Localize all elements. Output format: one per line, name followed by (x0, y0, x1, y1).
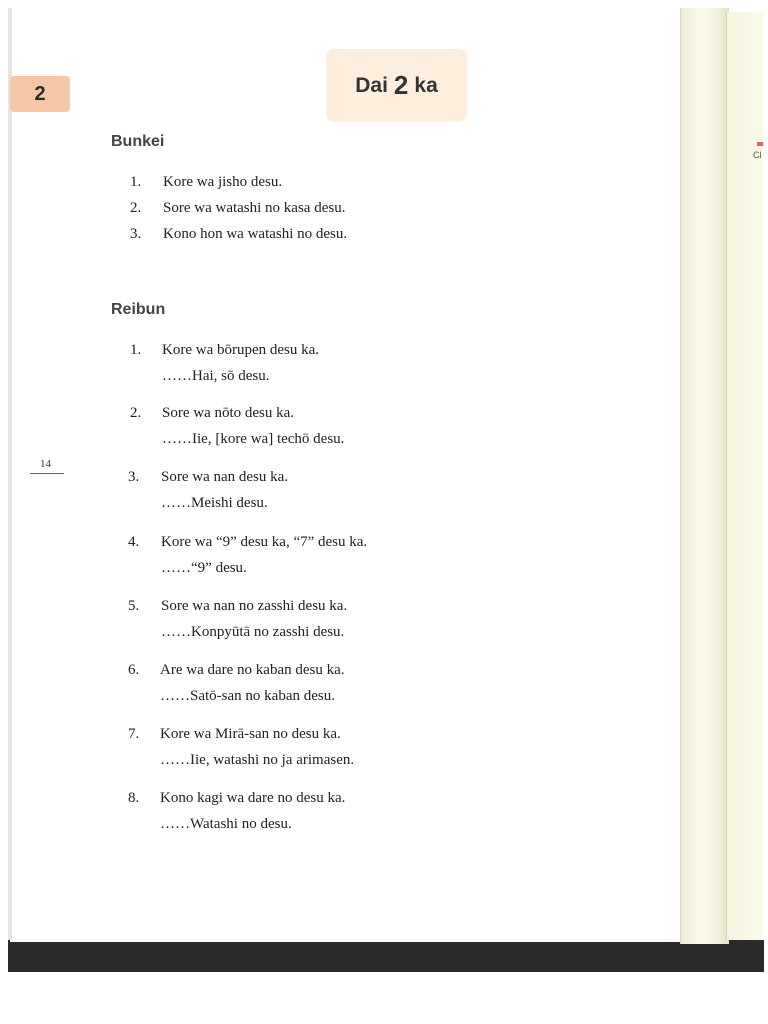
bunkei-heading: Bunkei (111, 133, 165, 150)
reibun-heading: Reibun (111, 301, 166, 318)
scanner-background (8, 940, 764, 972)
reibun-answer: ……Konpyūtā no zasshi desu. (161, 624, 345, 640)
lesson-title (326, 49, 467, 122)
reibun-question: Sore wa nan desu ka. (161, 469, 289, 485)
bunkei-item-text: Kono hon wa watashi no desu. (163, 226, 348, 242)
facing-page-edge (726, 12, 763, 940)
reibun-item-number: 5. (128, 598, 140, 614)
reibun-answer: ……Watashi no desu. (160, 816, 292, 832)
reibun-answer: ……“9” desu. (161, 560, 247, 576)
bunkei-item-number: 2. (130, 200, 142, 216)
bunkei-item-text: Sore wa watashi no kasa desu. (163, 200, 346, 216)
reibun-item-number: 2. (130, 405, 142, 421)
red-mark (757, 142, 763, 146)
reibun-answer: ……Meishi desu. (161, 495, 268, 511)
reibun-answer: ……Hai, sō desu. (162, 368, 270, 384)
reibun-question: Sore wa nōto desu ka. (162, 405, 295, 421)
facing-page-text: Cl (753, 150, 762, 160)
reibun-item-number: 8. (128, 790, 140, 806)
reibun-item-number: 3. (128, 469, 140, 485)
book-spine (680, 8, 729, 944)
reibun-answer: ……Iie, [kore wa] techō desu. (162, 431, 345, 447)
reibun-question: Kore wa bōrupen desu ka. (162, 342, 320, 358)
reibun-question: Kore wa Mirā-san no desu ka. (160, 726, 341, 742)
reibun-answer: ……Iie, watashi no ja arimasen. (160, 752, 355, 768)
title-number: 2 (393, 70, 409, 100)
bunkei-item-number: 1. (130, 174, 142, 190)
page-number-rule (30, 473, 64, 474)
reibun-item-number: 6. (128, 662, 140, 678)
title-prefix: Dai (355, 73, 388, 97)
reibun-question: Kono kagi wa dare no desu ka. (160, 790, 346, 806)
reibun-question: Are wa dare no kaban desu ka. (160, 662, 345, 678)
reibun-question: Kore wa “9” desu ka, “7” desu ka. (161, 534, 368, 550)
page-edge (8, 8, 12, 940)
bunkei-item-text: Kore wa jisho desu. (163, 174, 283, 190)
lesson-number-badge: 2 (10, 76, 70, 112)
reibun-item-number: 7. (128, 726, 140, 742)
reibun-item-number: 1. (130, 342, 142, 358)
title-suffix: ka (414, 73, 438, 97)
reibun-answer: ……Satō-san no kaban desu. (160, 688, 335, 704)
reibun-question: Sore wa nan no zasshi desu ka. (161, 598, 348, 614)
bunkei-item-number: 3. (130, 226, 142, 242)
reibun-item-number: 4. (128, 534, 140, 550)
page-number: 14 (40, 458, 51, 470)
